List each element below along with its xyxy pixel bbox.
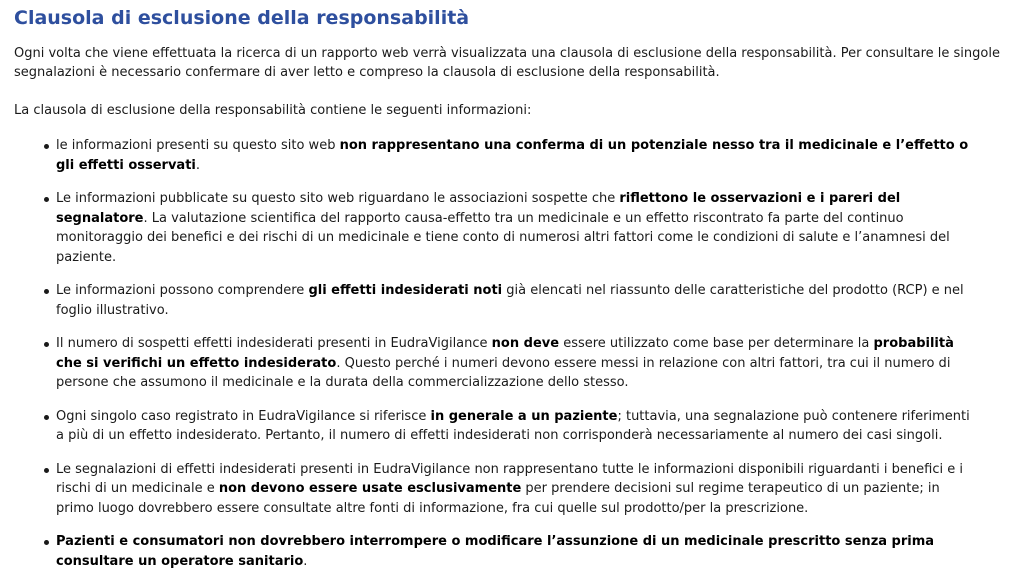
- item-text: .: [303, 553, 308, 569]
- item-emphasis: riflettono le osservazioni e i pareri del segnalatore: [56, 191, 901, 226]
- list-item: [56, 407, 1010, 446]
- list-item: [56, 281, 1010, 320]
- list-item: [56, 334, 1010, 393]
- item-text: Le informazioni possono comprendere: [56, 283, 309, 298]
- item-emphasis: gli effetti indesiderati noti: [308, 283, 503, 298]
- item-emphasis: Pazienti e consumatori non dovrebbero interrompere o modificare l’assunzione di un medicinale prescritto senza prima consultare un operatore sanitario: [56, 534, 935, 569]
- item-text: Le segnalazioni di effetti indesiderati presenti in EudraVigilance non rappresentano tutte le informazioni disponibili riguardanti i benefici e i rischi di un medicinale e: [56, 461, 963, 496]
- disclaimer-list: [14, 136, 1010, 571]
- item-emphasis: non deve: [491, 336, 560, 351]
- item-text: Ogni singolo caso registrato in EudraVigilance si riferisce: [56, 408, 431, 424]
- item-text: . La valutazione scientifica del rapporto causa-effetto tra un medicinale e un effetto riscontrato fa parte del continuo monitoraggio dei benefici e dei rischi di un medicinale e tiene conto di numerosi altri fattori come le condizioni di salute e l’anamnesi del paziente.: [56, 210, 950, 265]
- item-emphasis: probabilità che si verifichi un effetto indesiderato: [56, 336, 954, 371]
- item-emphasis: non devono essere usate esclusivamente: [218, 481, 522, 496]
- item-text: le informazioni presenti su questo sito web: [56, 138, 340, 153]
- item-text: per prendere decisioni sul regime terapeutico di un paziente; in primo luogo dovrebbero essere consultate altre fonti di informazione, fra cui quelle sul prodotto/per la prescrizione.: [56, 481, 940, 516]
- item-emphasis: in generale a un paziente: [430, 408, 618, 424]
- page-title: Clausola di esclusione della responsabilità: [14, 7, 470, 29]
- list-item: [56, 532, 1010, 571]
- list-item: [56, 136, 1010, 175]
- item-text: essere utilizzato come base per determinare la: [559, 336, 874, 351]
- intro-paragraph: Ogni volta che viene effettuata la ricerca di un rapporto web verrà visualizzata una clausola di esclusione della responsabilità. Per consultare le singole segnalazioni è necessario confermare di aver letto e compreso la clausola di esclusione della responsabilità.: [14, 46, 1000, 80]
- item-text: Il numero di sospetti effetti indesiderati presenti in EudraVigilance: [56, 336, 492, 351]
- item-text: ; tuttavia, una segnalazione può contenere riferimenti a più di un effetto indesiderato. Pertanto, il numero di effetti indesiderati non corrisponderà necessariamente al numero dei casi singoli.: [56, 408, 970, 443]
- list-item: [56, 460, 1010, 519]
- item-text: . Questo perché i numeri devono essere messi in relazione con altri fattori, tra cui il numero di persone che assumono il medicinale e la durata della commercializzazione dello stesso.: [56, 355, 951, 390]
- item-text: .: [195, 157, 201, 173]
- item-text: Le informazioni pubblicate su questo sito web riguardano le associazioni sospette che: [56, 191, 620, 206]
- list-item: [56, 189, 1010, 267]
- item-emphasis: non rappresentano una conferma di un potenziale nesso tra il medicinale e l’effetto o gli effetti osservati: [56, 138, 969, 173]
- lead-paragraph: La clausola di esclusione della responsabilità contiene le seguenti informazioni:: [14, 103, 532, 118]
- item-text: già elencati nel riassunto delle caratteristiche del prodotto (RCP) e nel foglio illustrativo.: [56, 283, 964, 318]
